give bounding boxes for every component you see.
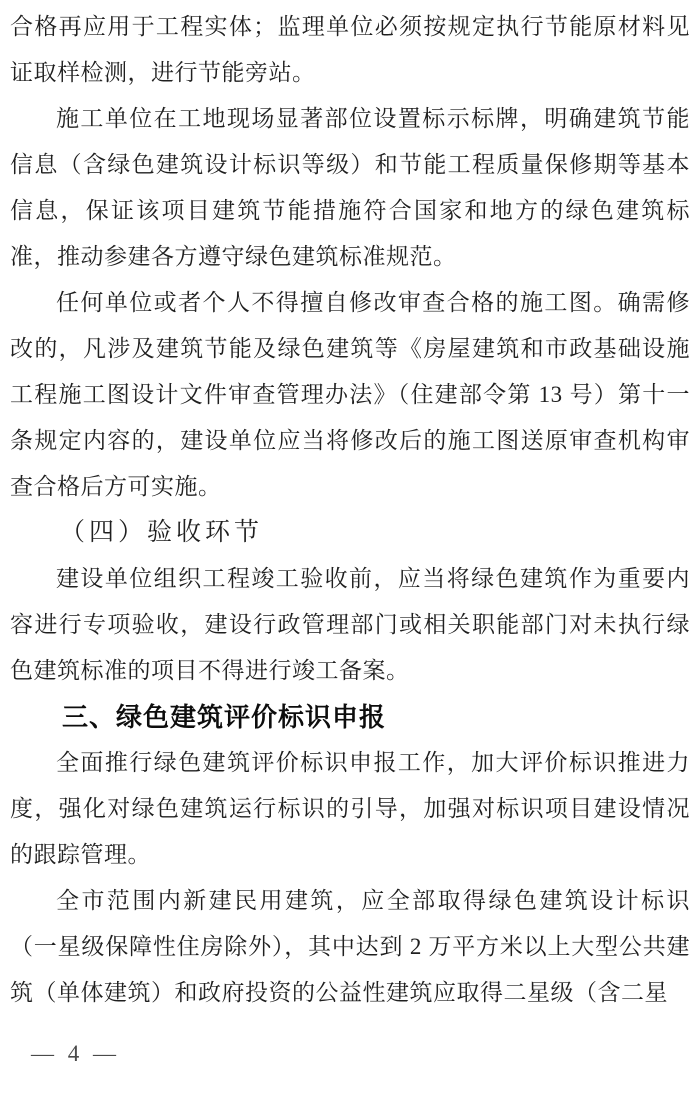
text-line: 合格再应用于工程实体；监理单位必须按规定执行节能原材料见 [10,14,690,39]
text-line: 度，强化对绿色建筑运行标识的引导，加强对标识项目建设情况 [10,796,690,821]
subsection-heading [10,510,690,556]
text-line: 工程施工图设计文件审查管理办法》（住建部令第 13 号）第十一 [10,382,690,407]
text-line: （四）验收环节 [60,519,264,546]
text-line: 信息，保证该项目建筑节能措施符合国家和地方的绿色建筑标 [10,198,690,223]
text-line: 查合格后方可实施。 [10,474,222,499]
text-line: 信息（含绿色建筑设计标识等级）和节能工程质量保修期等基本 [10,152,690,177]
text-line: 全面推行绿色建筑评价标识申报工作，加大评价标识推进力 [56,750,690,775]
paragraph [10,740,690,878]
document-body [10,4,690,1016]
text-line: 施工单位在工地现场显著部位设置标示标牌，明确建筑节能 [56,106,690,131]
text-line: 建设单位组织工程竣工验收前，应当将绿色建筑作为重要内 [56,566,690,591]
paragraph [10,878,690,1016]
text-line: 容进行专项验收，建设行政管理部门或相关职能部门对未执行绿 [10,612,690,637]
text-line: 的跟踪管理。 [10,842,151,867]
text-line: 任何单位或者个人不得擅自修改审查合格的施工图。确需修 [56,290,690,315]
page-number: — 4 — [31,1041,120,1066]
section-heading [10,694,690,740]
text-line: 准，推动参建各方遵守绿色建筑标准规范。 [10,244,457,269]
paragraph [10,556,690,694]
text-line: 证取样检测，进行节能旁站。 [10,60,316,85]
text-line: 色建筑标准的项目不得进行竣工备案。 [10,658,410,683]
paragraph [10,280,690,510]
text-line: 改的，凡涉及建筑节能及绿色建筑等《房屋建筑和市政基础设施 [10,336,690,361]
paragraph [10,96,690,280]
text-line: 筑（单体建筑）和政府投资的公益性建筑应取得二星级（含二星 [10,980,668,1005]
paragraph [10,4,690,96]
text-line: （一星级保障性住房除外），其中达到 2 万平方米以上大型公共建 [10,934,690,959]
text-line: 三、绿色建筑评价标识申报 [62,702,387,732]
text-line: 全市范围内新建民用建筑，应全部取得绿色建筑设计标识 [56,888,690,913]
text-line: 条规定内容的，建设单位应当将修改后的施工图送原审查机构审 [10,428,690,453]
